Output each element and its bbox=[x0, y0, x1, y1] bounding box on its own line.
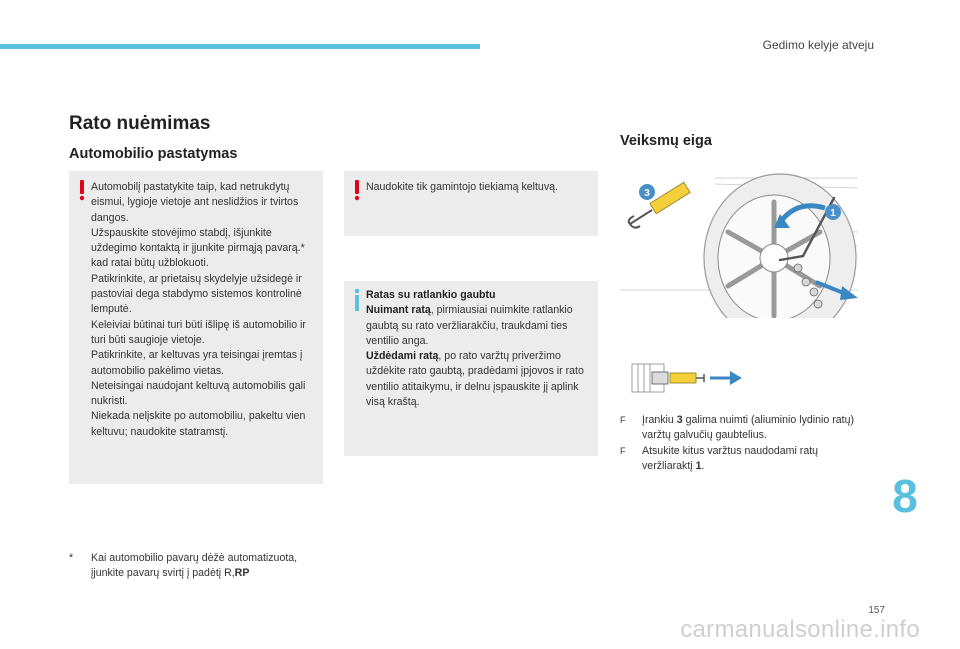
footnote bbox=[69, 551, 329, 582]
jack-warning-text: Naudokite tik gamintojo tiekiamą keltuvą. bbox=[366, 181, 558, 193]
svg-text:1: 1 bbox=[830, 208, 836, 219]
hubcap-removal-tool bbox=[629, 182, 690, 227]
chapter-number: 8 bbox=[892, 470, 918, 522]
wheel bbox=[704, 174, 856, 318]
parking-heading: Automobilio pastatymas bbox=[69, 146, 238, 162]
footnote-text: Kai automobilio pavarų dėžė automatizuota, įjunkite pavarų svirtį į padėtį R, bbox=[91, 552, 298, 580]
top-accent-bar bbox=[0, 44, 480, 49]
hubcap-fitting-text: , po rato varžtų priveržimo uždėkite rato gaubtą, pradėdami įpjovos ir rato ventilio atitaikymu, ir delnu įspauskite jį aplink visą kraštą. bbox=[366, 350, 584, 409]
hubcap-fitting-label: Uždėdami ratą bbox=[366, 350, 439, 363]
footnote-bold-suffix: RP bbox=[234, 567, 250, 580]
section-title: Gedimo kelyje atveju bbox=[762, 38, 874, 52]
watermark: carmanualsonline.info bbox=[680, 616, 920, 643]
wheel-removal-illustration bbox=[620, 170, 858, 318]
step-2: F Atsukite kitus varžtus naudodami ratų veržliaraktį 1. bbox=[620, 444, 819, 472]
procedure-steps bbox=[620, 413, 860, 474]
hubcap-removing-label: Nuimant ratą bbox=[366, 304, 431, 317]
page-title: Rato nuėmimas bbox=[69, 113, 211, 134]
tool-3-in-use bbox=[670, 373, 696, 383]
warning-icon bbox=[352, 179, 362, 201]
step-bullet: F bbox=[620, 445, 626, 456]
step-bullet: F bbox=[620, 415, 626, 425]
step-1: F Įrankiu 3 galima nuimti (aliuminio lydinio ratų) varžtų galvučių gaubtelius. bbox=[620, 414, 854, 442]
footnote-marker: * bbox=[69, 552, 74, 564]
warning-icon bbox=[77, 179, 87, 201]
parking-warning-box bbox=[69, 171, 323, 484]
info-icon bbox=[352, 289, 362, 311]
procedure-heading: Veiksmų eiga bbox=[620, 133, 712, 149]
svg-text:3: 3 bbox=[644, 188, 650, 199]
hubcap-info-title: Ratas su ratlankio gaubtu bbox=[366, 289, 496, 301]
page-number: 157 bbox=[868, 605, 885, 616]
parking-warning-text: Automobilį pastatykite taip, kad netrukdytų eismui, lygioje vietoje ant neslidžios ir tvirtos dangos. Užspauskite stovėjimo stabdį, išjunkite uždegimo kontaktą ir įjunkite pirmąją pavarą.* kad ratai būtų užblokuoti. Patikrinkite, ar prietaisų skydelyje užsidegė ir pastoviai dega stabdymo sistemos kontrolinė lemputė. Keleiviai būtinai turi būti išlipę iš automobilio ir turi būti saugioje vietoje. Patikrinkite, ar keltuvas yra teisingai įremtas į automobilio pakėlimo vietas. Neteisingai naudojant keltuvą automobilis gali nukristi. Niekada nelįskite po automobiliu, pakeltu vien keltuvu; naudokite statramstį. bbox=[91, 181, 306, 438]
hubcap-removing-text: , pirmiausiai nuimkite ratlankio gaubtą su rato veržliarakčiu, traukdami ties ventilio anga. bbox=[366, 304, 573, 347]
bolt-cap-illustration bbox=[630, 360, 750, 396]
jack-warning-box bbox=[344, 171, 598, 236]
hubcap-info-box bbox=[344, 281, 598, 456]
